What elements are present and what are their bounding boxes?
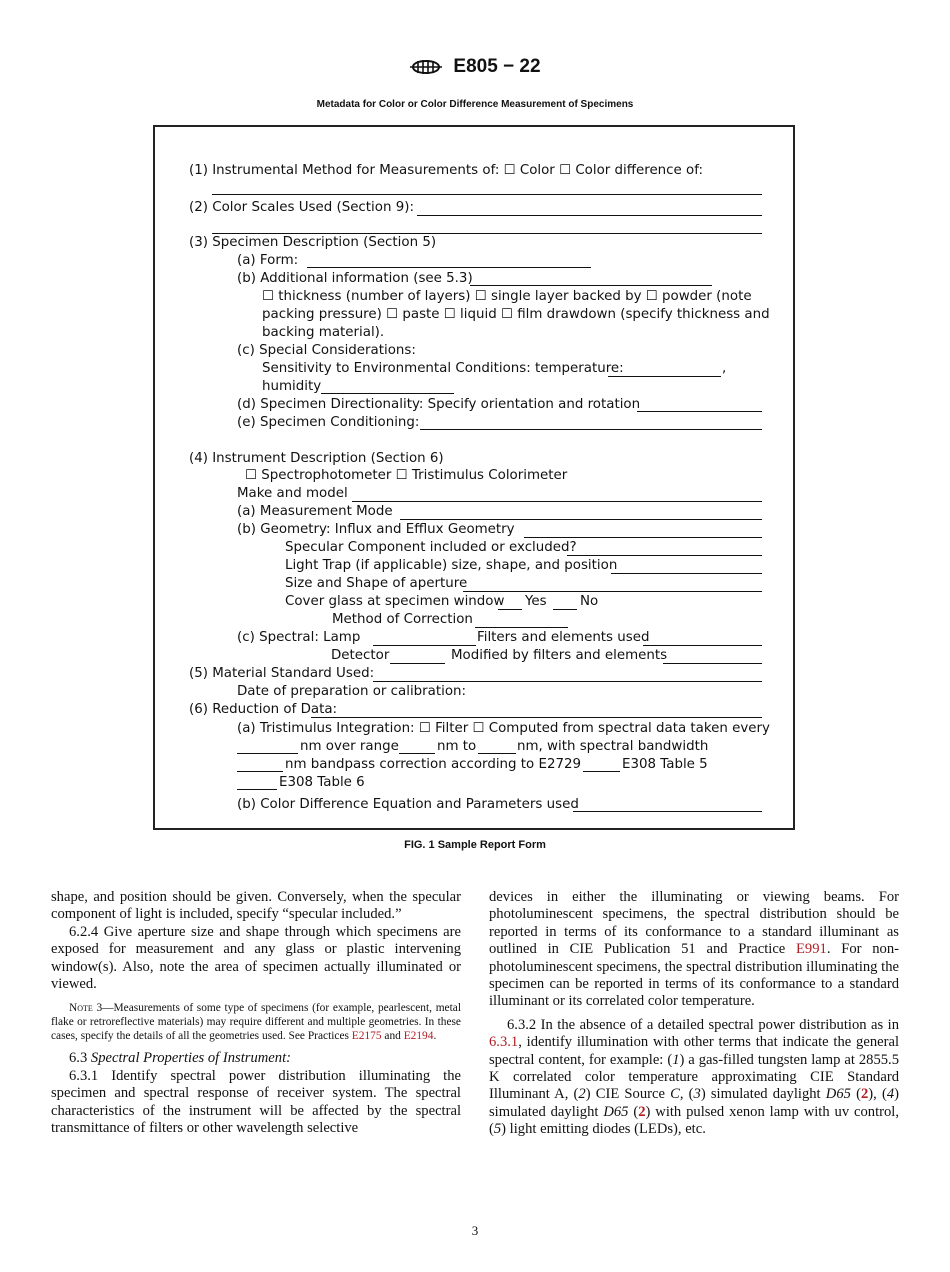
form-line-6a4: E308 Table 6 [279, 775, 365, 790]
form-line-6a3-1: nm bandpass correction according to E2729 [285, 757, 582, 772]
form-line-4b2: Light Trap (if applicable) size, shape, and position [285, 558, 618, 573]
form-detector: Detector [331, 648, 390, 663]
illuminant-d65: D65 [825, 1086, 851, 1103]
form-blank-2b [212, 233, 762, 234]
note-label: Note [69, 1002, 93, 1015]
form-blank-3b [470, 285, 712, 286]
form-blank-4b [524, 537, 762, 538]
text: ) CIE Source [585, 1086, 671, 1103]
source-c: C [670, 1086, 680, 1103]
heading-6-3-title: Spectral Properties of Instrument: [90, 1050, 291, 1067]
paragraph-continued: shape, and position should be given. Conversely, when the specular component of light is included, specify “specular included.” [51, 889, 461, 923]
form-blank-no [553, 609, 577, 610]
form-blank-modified [663, 663, 762, 664]
form-line-3a: (a) Form: [237, 253, 299, 268]
left-column [51, 889, 461, 1137]
note-3 [51, 1001, 461, 1043]
form-line-4b: (b) Geometry: Influx and Efflux Geometry [237, 522, 515, 537]
form-line-6a3-2: E308 Table 5 [622, 757, 708, 772]
form-line-4: (4) Instrument Description (Section 6) [189, 451, 444, 466]
form-blank-6b [573, 811, 762, 812]
form-blank-e308-t6 [237, 789, 277, 790]
form-blank-humidity [321, 393, 454, 394]
form-line-3c1: Sensitivity to Environmental Conditions: temperature: [262, 361, 624, 376]
item-number: 5 [493, 1121, 502, 1138]
form-line-1: (1) Instrumental Method for Measurements of: ☐ Color ☐ Color difference of: [189, 163, 703, 178]
form-comma: , [722, 361, 727, 376]
form-line-6: (6) Reduction of Data: [189, 702, 338, 717]
heading-6-3-number: 6.3 [69, 1050, 91, 1067]
text: , ( [679, 1086, 694, 1103]
page-number: 3 [471, 1223, 479, 1238]
text: devices in either the illuminating or viewing beams. For photoluminescent specimens, the spectral distribution should be reported in terms of its conformance to a standard illuminant as outlined in CIE Publication 51 and Practice [489, 889, 899, 958]
form-blank-filters [643, 645, 762, 646]
form-no: No [580, 594, 599, 609]
paragraph-6-3-1: 6.3.1 Identify spectral power distribution illuminating the specimen and spectral response of receiver system. The spectral characteristics of the instrument will be affected by the spectral transmittance of filters or other wavelength selective [51, 1067, 461, 1137]
link-6-3-1[interactable]: 6.3.1 [489, 1034, 519, 1051]
form-blank-5 [373, 681, 762, 682]
form-line-3b3: backing material). [262, 325, 385, 340]
form-blank-6a-bandpass [237, 771, 283, 772]
form-line-4b5: Method of Correction [332, 612, 473, 627]
form-blank-make [352, 501, 762, 502]
item-number: 2 [578, 1086, 586, 1103]
text: ) light emitting diodes (LEDs), etc. [501, 1121, 706, 1138]
doc-subtitle: Metadata for Color or Color Difference Measurement of Specimens [316, 99, 634, 110]
form-blank-6a-range-to [478, 753, 516, 754]
form-line-6a2-2: nm to [437, 739, 477, 754]
form-blank-6a-every [237, 753, 298, 754]
form-yes: Yes [525, 594, 547, 609]
form-blank-4b1 [567, 555, 762, 556]
form-blank-4a [400, 519, 762, 520]
form-line-5a: Date of preparation or calibration: [237, 684, 467, 699]
form-line-3c2: humidity [262, 379, 322, 394]
astm-logo-icon [409, 54, 443, 80]
page-header [0, 54, 950, 80]
form-line-4c: (c) Spectral: Lamp [237, 630, 361, 645]
form-line-4-types: ☐ Spectrophotometer ☐ Tristimulus Colorimeter [245, 468, 568, 483]
figure-caption: FIG. 1 Sample Report Form [404, 839, 546, 851]
ref-2[interactable]: 2 [638, 1103, 646, 1120]
form-blank-temperature [608, 376, 721, 377]
text: ) with pulsed xenon lamp with uv control, ( [489, 1103, 899, 1138]
form-line-3d: (d) Specimen Directionality: Specify orientation and rotation [237, 397, 641, 412]
form-blank-yes [498, 609, 522, 610]
form-modified: Modified by filters and elements [451, 648, 668, 663]
form-blank-1 [212, 194, 762, 195]
doc-number: E805 − 22 [453, 56, 541, 77]
form-line-3: (3) Specimen Description (Section 5) [189, 235, 437, 250]
form-line-4a: (a) Measurement Mode [237, 504, 393, 519]
text: 6.3.2 In the absence of a detailed spectral power distribution as in [507, 1016, 899, 1033]
form-line-6b: (b) Color Difference Equation and Parameters used [237, 797, 579, 812]
form-blank-2 [417, 215, 762, 216]
item-number: 1 [672, 1051, 680, 1068]
heading-6-3 [51, 1050, 461, 1067]
text: ) simulated daylight [489, 1086, 899, 1120]
form-filters: Filters and elements used [477, 630, 650, 645]
illuminant-d65: D65 [603, 1103, 629, 1120]
form-blank-6a-range-from [399, 753, 435, 754]
paragraph-6-2-4: 6.2.4 Give aperture size and shape through which specimens are exposed for measurement and any glass or plastic intervening window(s). Also, note the area of specimen actually illuminated or viewed. [51, 923, 461, 993]
text: . For non-photoluminescent specimens, the spectral distribution illuminating the specimen can be reported in terms of its conformance to a standard illuminant or its correlated color temperature. [489, 941, 899, 1010]
text: ), ( [868, 1086, 887, 1103]
form-blank-e308-t5 [583, 771, 620, 772]
text: ) simulated daylight [700, 1086, 826, 1103]
form-blank-3e [420, 429, 762, 430]
form-line-6a: (a) Tristimulus Integration: ☐ Filter ☐ Computed from spectral data taken every [237, 721, 770, 736]
item-number: 3 [693, 1086, 701, 1103]
link-e2175[interactable]: E2175 [351, 1030, 382, 1043]
note-and: and [381, 1030, 404, 1043]
form-blank-4b2 [611, 573, 762, 574]
note-end: . [433, 1030, 437, 1043]
text: , identify illumination with other terms that indicate the general spectral content, for example: ( [489, 1034, 899, 1068]
form-blank-4b3 [463, 591, 762, 592]
form-blank-lamp [373, 645, 476, 646]
form-blank-3a [307, 267, 591, 268]
form-line-6a2-3: nm, with spectral bandwidth [517, 739, 709, 754]
form-line-4b4: Cover glass at specimen window [285, 594, 505, 609]
form-line-5: (5) Material Standard Used: [189, 666, 375, 681]
form-line-3b: (b) Additional information (see 5.3) [237, 271, 473, 286]
form-line-3c: (c) Special Considerations: [237, 343, 416, 358]
ref-2[interactable]: 2 [860, 1086, 869, 1103]
paragraph-6-3-2 [489, 1017, 899, 1139]
form-line-4b1: Specular Component included or excluded? [285, 540, 577, 555]
sample-report-form [153, 125, 795, 830]
paragraph-6-3-1-continued [489, 889, 899, 1011]
text: ( [850, 1086, 861, 1103]
item-number: 4 [886, 1086, 895, 1103]
text: ( [628, 1103, 639, 1120]
note-text: 3—Measurements of some type of specimens (for example, pearlescent, metal flake or retroreflective materials) may require different and multiple geometries. In these cases, specify the details of all the geometries used. See Practices [51, 1002, 461, 1043]
form-line-4-make: Make and model [237, 486, 348, 501]
form-line-4b3: Size and Shape of aperture [285, 576, 468, 591]
form-line-2: (2) Color Scales Used (Section 9): [189, 200, 414, 215]
form-line-6a2-1: nm over range [300, 739, 399, 754]
form-line-3b1: ☐ thickness (number of layers) ☐ single layer backed by ☐ powder (note [262, 289, 752, 304]
link-e991[interactable]: E991 [796, 941, 827, 958]
right-column [489, 889, 899, 1139]
form-line-3e: (e) Specimen Conditioning: [237, 415, 420, 430]
link-e2194[interactable]: E2194 [403, 1030, 434, 1043]
text: ) a gas-filled tungsten lamp at 2855.5 K correlated color temperature approximating CIE Standard Illuminant A, ( [489, 1051, 899, 1103]
form-blank-4b5 [475, 627, 568, 628]
form-blank-detector [390, 663, 445, 664]
form-blank-6 [311, 717, 762, 718]
form-blank-3d [637, 411, 762, 412]
form-line-3b2: packing pressure) ☐ paste ☐ liquid ☐ film drawdown (specify thickness and [262, 307, 770, 322]
